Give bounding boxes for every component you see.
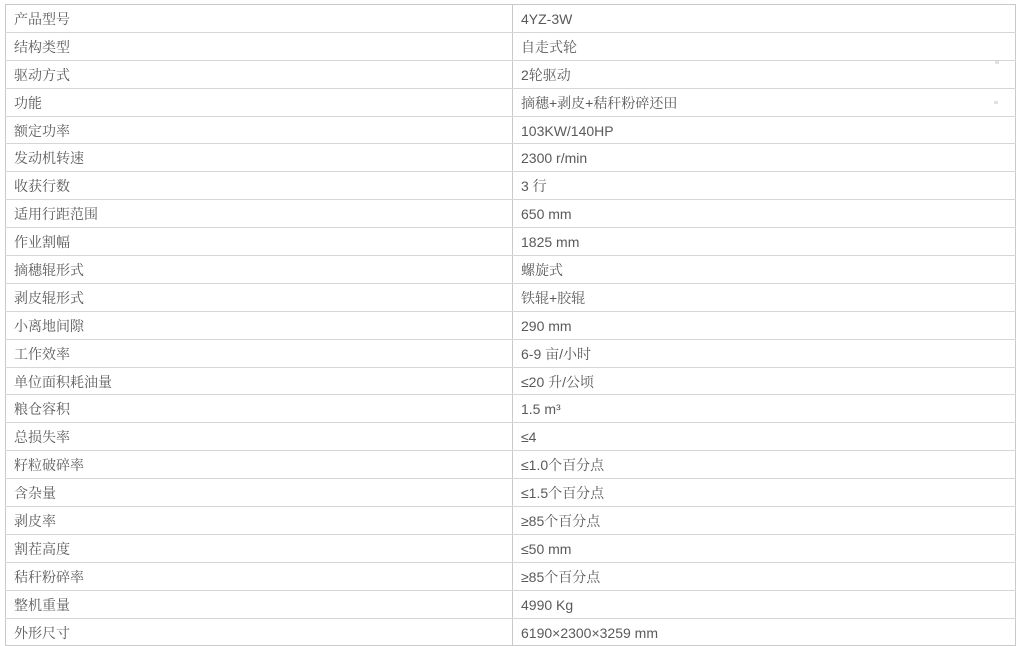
spec-value-cell: 1825 mm xyxy=(513,228,1016,256)
spec-value-cell: ≥85个百分点 xyxy=(513,562,1016,590)
spec-label-cell: 剥皮辊形式 xyxy=(6,283,513,311)
spec-label-cell: 适用行距范围 xyxy=(6,200,513,228)
spec-value-cell: 螺旋式 xyxy=(513,256,1016,284)
spec-value-cell: 3 行 xyxy=(513,172,1016,200)
table-row xyxy=(6,256,1016,284)
spec-value-cell: 摘穗+剥皮+秸秆粉碎还田 xyxy=(513,88,1016,116)
product-spec-table xyxy=(5,4,1016,646)
spec-label-cell: 单位面积耗油量 xyxy=(6,367,513,395)
spec-label-cell: 外形尺寸 xyxy=(6,618,513,646)
spec-label-cell: 整机重量 xyxy=(6,590,513,618)
spec-value-cell: ≤50 mm xyxy=(513,534,1016,562)
spec-value-cell: ≤1.0个百分点 xyxy=(513,451,1016,479)
table-row xyxy=(6,562,1016,590)
spec-label-cell: 籽粒破碎率 xyxy=(6,451,513,479)
table-row xyxy=(6,507,1016,535)
spec-label-cell: 收获行数 xyxy=(6,172,513,200)
spec-value-cell: 1.5 m³ xyxy=(513,395,1016,423)
table-row xyxy=(6,144,1016,172)
spec-label-cell: 工作效率 xyxy=(6,339,513,367)
spec-value-cell: ≤20 升/公顷 xyxy=(513,367,1016,395)
table-row xyxy=(6,479,1016,507)
table-row xyxy=(6,423,1016,451)
table-row xyxy=(6,311,1016,339)
spec-label-cell: 秸秆粉碎率 xyxy=(6,562,513,590)
spec-label-cell: 功能 xyxy=(6,88,513,116)
spec-value-cell: 2轮驱动 xyxy=(513,60,1016,88)
cutoff-text-fragment xyxy=(995,61,999,64)
table-row xyxy=(6,200,1016,228)
table-row xyxy=(6,5,1016,33)
spec-label-cell: 结构类型 xyxy=(6,32,513,60)
spec-label-cell: 驱动方式 xyxy=(6,60,513,88)
spec-value-cell: ≤1.5个百分点 xyxy=(513,479,1016,507)
spec-label-cell: 产品型号 xyxy=(6,5,513,33)
spec-value-cell: 铁辊+胶辊 xyxy=(513,283,1016,311)
spec-value-cell: 4990 Kg xyxy=(513,590,1016,618)
cutoff-text-fragment xyxy=(994,101,998,104)
spec-label-cell: 额定功率 xyxy=(6,116,513,144)
table-row xyxy=(6,534,1016,562)
spec-label-cell: 总损失率 xyxy=(6,423,513,451)
spec-value-cell: 自走式轮 xyxy=(513,32,1016,60)
table-row xyxy=(6,228,1016,256)
table-row xyxy=(6,88,1016,116)
spec-value-cell: 290 mm xyxy=(513,311,1016,339)
spec-value-cell: ≥85个百分点 xyxy=(513,507,1016,535)
spec-value-cell: 650 mm xyxy=(513,200,1016,228)
spec-value-cell: 4YZ-3W xyxy=(513,5,1016,33)
table-row xyxy=(6,618,1016,646)
table-row xyxy=(6,395,1016,423)
spec-label-cell: 发动机转速 xyxy=(6,144,513,172)
spec-label-cell: 摘穗辊形式 xyxy=(6,256,513,284)
table-row xyxy=(6,116,1016,144)
table-row xyxy=(6,283,1016,311)
table-row xyxy=(6,60,1016,88)
spec-label-cell: 剥皮率 xyxy=(6,507,513,535)
spec-label-cell: 割茬高度 xyxy=(6,534,513,562)
spec-value-cell: 103KW/140HP xyxy=(513,116,1016,144)
spec-label-cell: 作业割幅 xyxy=(6,228,513,256)
spec-value-cell: 6-9 亩/小时 xyxy=(513,339,1016,367)
table-row xyxy=(6,590,1016,618)
spec-value-cell: ≤4 xyxy=(513,423,1016,451)
table-row xyxy=(6,32,1016,60)
spec-table-body xyxy=(6,5,1016,646)
table-row xyxy=(6,172,1016,200)
table-row xyxy=(6,451,1016,479)
table-row xyxy=(6,339,1016,367)
spec-label-cell: 含杂量 xyxy=(6,479,513,507)
spec-value-cell: 6190×2300×3259 mm xyxy=(513,618,1016,646)
spec-label-cell: 粮仓容积 xyxy=(6,395,513,423)
spec-value-cell: 2300 r/min xyxy=(513,144,1016,172)
spec-label-cell: 小离地间隙 xyxy=(6,311,513,339)
table-row xyxy=(6,367,1016,395)
